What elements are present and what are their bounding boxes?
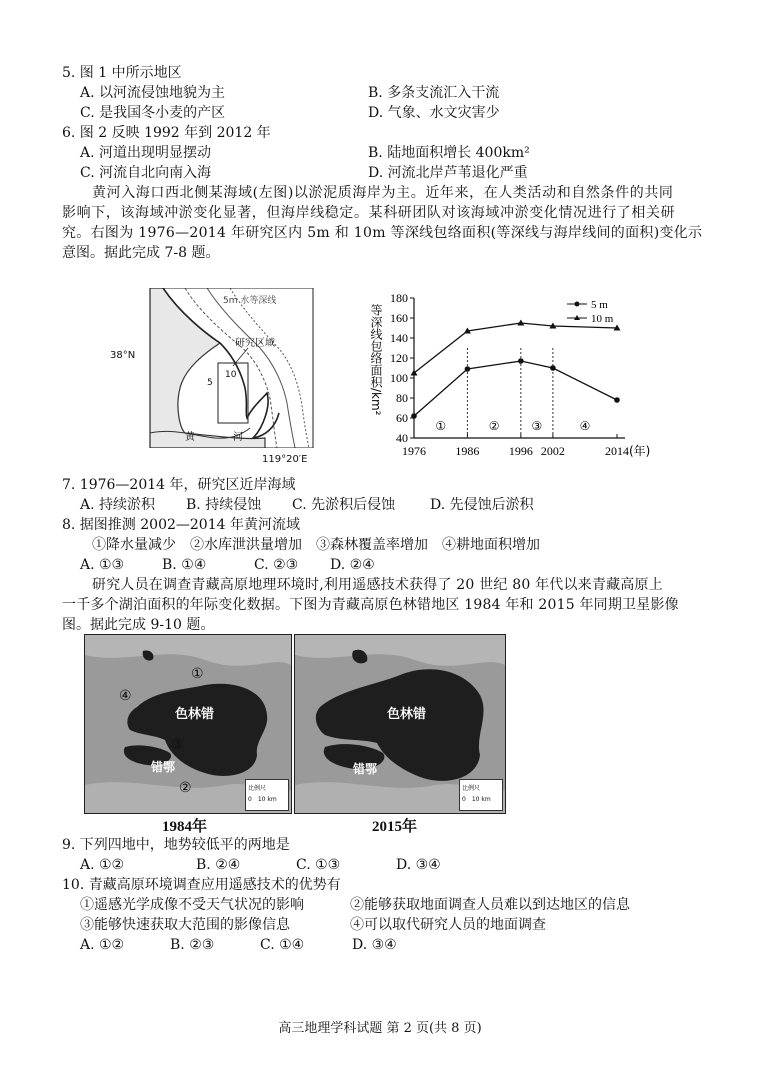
depth-5-label: 5: [207, 378, 213, 388]
point-2: ②: [179, 780, 192, 796]
longitude-label: 119°20′E: [262, 454, 308, 465]
x-tick-label: 2002: [540, 444, 565, 458]
point-5m: [465, 366, 471, 372]
x-axis-label: (年): [629, 444, 651, 458]
q6-option-a: A. 河道出现明显摆动: [80, 145, 212, 161]
q6-option-d: D. 河流北岸芦苇退化严重: [368, 165, 528, 181]
river-label-2: 河: [233, 432, 243, 443]
q5-option-d: D. 气象、水文灾害少: [368, 105, 500, 121]
y-tick-label: 40: [396, 431, 408, 445]
river-label-1: 黄: [185, 432, 195, 443]
x-tick-label: 1996: [508, 444, 533, 458]
q10-item-3: ③能够快速获取大范围的影像信息: [80, 917, 290, 933]
series-line-0: [414, 361, 617, 416]
q8-option-d: D. ②④: [330, 557, 375, 573]
y-axis-label: 等深线包络面积/km²: [369, 304, 383, 416]
y-tick-label: 140: [390, 331, 408, 345]
point-5m: [411, 413, 417, 419]
y-tick-label: 100: [390, 371, 408, 385]
y-tick-label: 180: [390, 291, 408, 305]
q10-option-d: D. ③④: [352, 937, 397, 953]
passage2-line1: 研究人员在调查青藏高原地理环境时,利用遥感技术获得了 20 世纪 80 年代以来青藏高原上: [92, 577, 663, 593]
caption-2015: 2015年: [372, 819, 418, 835]
q6-option-b: B. 陆地面积增长 400km²: [368, 145, 530, 161]
q10-option-b: B. ②③: [170, 937, 215, 953]
q7-option-a: A. 持续淤积: [80, 497, 156, 513]
study-area-label: 研究区域: [235, 338, 275, 349]
legend-label-1: 10 m: [591, 313, 614, 325]
q9-option-a: A. ①②: [80, 857, 125, 873]
lake-label-1984: 色林错: [175, 707, 215, 722]
stage-label: ③: [531, 419, 543, 433]
y-tick-label: 60: [396, 411, 408, 425]
q8-option-b: B. ①④: [162, 557, 207, 573]
x-tick-label: 1976: [402, 444, 426, 458]
q5-stem: 5. 图 1 中所示地区: [62, 65, 182, 81]
y-tick-label: 120: [390, 351, 408, 365]
passage2-line2: 一千多个湖泊面积的年际变化数据。下图为青藏高原色林错地区 1984 年和 2015 年同期卫星影像: [62, 597, 679, 613]
q9-option-b: B. ②④: [196, 857, 241, 873]
passage1-line2: 影响下，该海域冲淤变化显著，但海岸线稳定。某科研团队对该海域冲淤变化情况进行了相关研: [62, 205, 676, 221]
series-line-1: [414, 323, 617, 373]
point-5m: [550, 365, 556, 371]
scale-value: 0 10 km: [248, 796, 277, 803]
stage-label: ①: [435, 419, 447, 433]
q7-option-c: C. 先淤积后侵蚀: [292, 497, 396, 513]
caption-1984: 1984年: [162, 819, 208, 835]
q7-stem: 7. 1976—2014 年，研究区近岸海域: [62, 477, 296, 493]
point-10m: [517, 320, 524, 326]
q8-stem: 8. 据图推测 2002—2014 年黄河流域: [62, 517, 300, 533]
x-tick-label: 1986: [455, 444, 480, 458]
point-5m: [614, 397, 620, 403]
page-footer: 高三地理学科试题 第 2 页(共 8 页): [278, 1021, 482, 1036]
q10-item-4: ④可以取代研究人员的地面调查: [350, 917, 546, 933]
passage1-line3: 究。右图为 1976—2014 年研究区内 5m 和 10m 等深线包络面积(等深线与海岸线间的面积)变化示: [62, 225, 703, 241]
q9-option-d: D. ③④: [396, 857, 441, 873]
depth-10-label: 10: [225, 370, 237, 380]
passage2-line3: 图。据此完成 9-10 题。: [62, 617, 215, 633]
q9-stem: 9. 下列四地中，地势较低平的两地是: [62, 837, 290, 853]
passage1-line1: 黄河入海口西北侧某海域(左图)以淤泥质海岸为主。近年来，在人类活动和自然条件的共同: [92, 185, 674, 201]
q6-stem: 6. 图 2 反映 1992 年到 2012 年: [62, 125, 271, 141]
point-4: ④: [119, 688, 132, 704]
coastline-map: [145, 288, 315, 448]
latitude-label: 38°N: [110, 350, 136, 361]
lake2-label-2015: 错鄂: [353, 762, 378, 776]
q10-item-2: ②能够获取地面调查人员难以到达地区的信息: [350, 897, 630, 913]
contour-label: 5m 水等深线: [223, 296, 277, 306]
scale-box-1984: [245, 779, 289, 811]
q5-option-c: C. 是我国冬小麦的产区: [80, 105, 226, 121]
q10-stem: 10. 青藏高原环境调查应用遥感技术的优势有: [62, 877, 341, 893]
passage1-line4: 意图。据此完成 7-8 题。: [62, 245, 220, 261]
lake2-label-1984: 错鄂: [151, 760, 176, 774]
y-tick-label: 160: [390, 311, 408, 325]
scale-box-2015: [459, 779, 503, 811]
q6-option-c: C. 河流自北向南入海: [80, 165, 212, 181]
q8-option-a: A. ①③: [80, 557, 125, 573]
point-5m: [518, 358, 524, 364]
scale-value-2015: 0 10 km: [462, 796, 491, 803]
q5-option-a: A. 以河流侵蚀地貌为主: [80, 85, 226, 101]
satellite-image-2015: [294, 634, 506, 814]
q10-option-c: C. ①④: [260, 937, 305, 953]
q8-items: ①降水量减少 ②水库泄洪量增加 ③森林覆盖率增加 ④耕地面积增加: [92, 537, 540, 553]
stage-label: ④: [579, 419, 591, 433]
q10-option-a: A. ①②: [80, 937, 125, 953]
lake-label-2015: 色林错: [387, 707, 427, 722]
q9-option-c: C. ①③: [296, 857, 341, 873]
contour-area-chart: [362, 288, 662, 463]
q5-option-b: B. 多条支流汇入干流: [368, 85, 500, 101]
q10-item-1: ①遥感光学成像不受天气状况的影响: [80, 897, 304, 913]
stage-label: ②: [488, 419, 500, 433]
q7-option-b: B. 持续侵蚀: [186, 497, 262, 513]
point-1: ①: [191, 666, 204, 682]
scale-title-2015: 比例尺: [462, 785, 481, 792]
q7-option-d: D. 先侵蚀后淤积: [430, 497, 534, 513]
scale-title: 比例尺: [248, 785, 267, 792]
legend-marker-5m: [575, 302, 580, 307]
x-tick-label: 2014: [605, 444, 629, 458]
q8-option-c: C. ②③: [254, 557, 299, 573]
y-tick-label: 80: [396, 391, 408, 405]
point-3: ③: [171, 737, 184, 753]
satellite-image-1984: [84, 634, 292, 814]
legend-label-0: 5 m: [591, 299, 608, 311]
